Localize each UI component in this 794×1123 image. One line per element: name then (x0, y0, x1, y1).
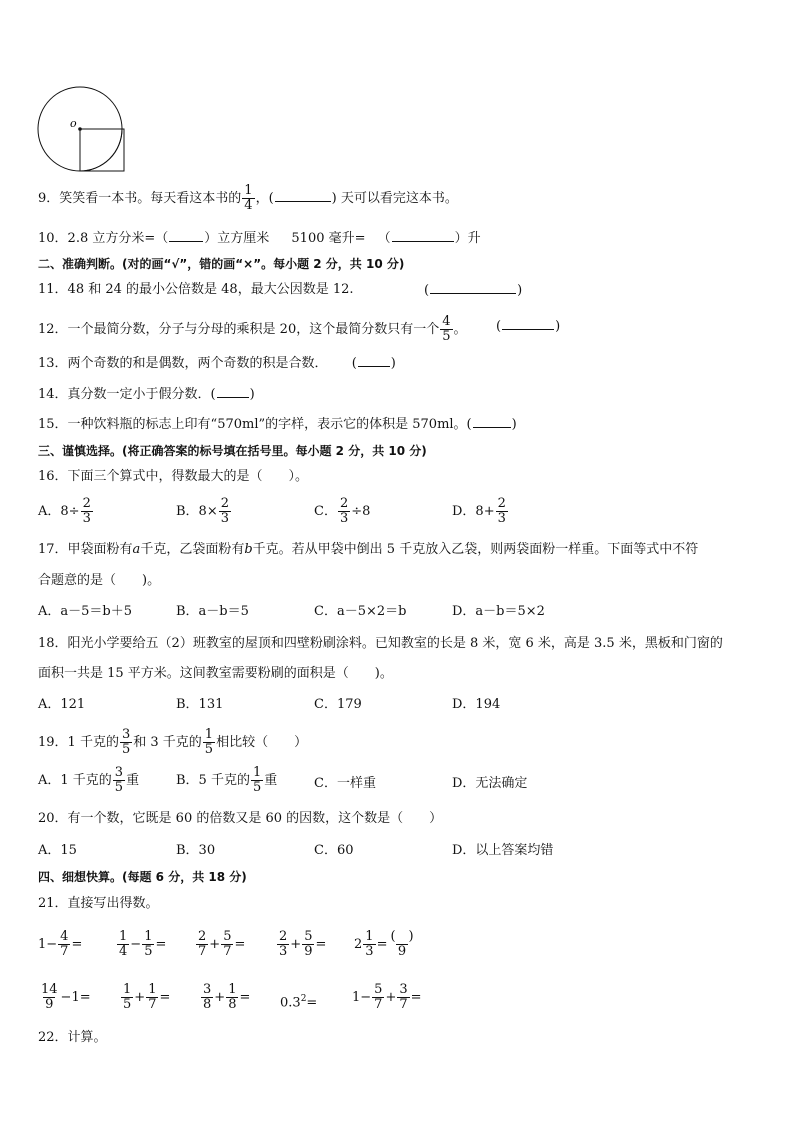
q16-option-a[interactable]: A．8÷ $\frac{2}{3}$ (38, 496, 91, 526)
section-2-header: 二、准确判断。(对的画“√”，错的画“×”。每小题 2 分，共 10 分) (38, 257, 405, 271)
circle-figure (36, 86, 130, 176)
q11-answer[interactable]: ( ) (424, 283, 523, 298)
question-18-cont: 面积一共是 15 平方米。这间教室需要粉刷的面积是（ )。 (38, 666, 393, 681)
calc-5: 2 $\frac{1}{3}$ = $\frac{( )}{9}$ (354, 929, 414, 959)
calc-4: $\frac{2}{3}$ + $\frac{5}{9}$ = (279, 929, 327, 959)
question-13: 13．两个奇数的和是偶数，两个奇数的积是合数． ( ) (38, 356, 396, 371)
question-22: 22．计算。 (38, 1030, 107, 1045)
question-21: 21．直接写出得数。 (38, 896, 159, 911)
q18-option-b[interactable]: B．131 (176, 697, 224, 712)
calc-7: $\frac{1}{5}$ + $\frac{1}{7}$ = (123, 982, 171, 1012)
answer-blank[interactable] (217, 386, 249, 398)
q20-option-b[interactable]: B．30 (176, 843, 216, 858)
answer-blank[interactable] (473, 416, 511, 428)
q12-answer[interactable]: ( ) (496, 319, 561, 334)
q20-option-d[interactable]: D．以上答案均错 (452, 843, 554, 858)
q17-option-d[interactable]: D．a－b＝5×2 (452, 604, 545, 619)
answer-fraction[interactable]: $\frac{( )}{9}$ (390, 929, 414, 959)
answer-blank[interactable] (275, 190, 331, 202)
q18-option-d[interactable]: D．194 (452, 697, 501, 712)
q17-option-a[interactable]: A．a－5＝b＋5 (38, 604, 133, 619)
calc-8: $\frac{3}{8}$ + $\frac{1}{8}$ = (203, 982, 251, 1012)
q17-option-c[interactable]: C．a－5×2＝b (314, 604, 407, 619)
question-15: 15．一种饮料瓶的标志上印有“570ml”的字样，表示它的体积是 570ml。( ) (38, 417, 517, 432)
circle-center-label: o (70, 117, 77, 130)
fraction: $\frac{1}{4}$ (244, 183, 253, 213)
question-17-cont: 合题意的是（ )。 (38, 573, 161, 588)
question-19: 19．1 千克的 $\frac{3}{5}$ 和 3 千克的 $\frac{1}{5}$ 相比较（ ） (38, 727, 308, 757)
q16-option-d[interactable]: D．8+ $\frac{2}{3}$ (452, 496, 506, 526)
answer-blank[interactable] (169, 230, 203, 242)
q19-option-c[interactable]: C．一样重 (314, 776, 376, 791)
question-16: 16．下面三个算式中，得数最大的是（ ）。 (38, 469, 309, 484)
question-20: 20．有一个数，它既是 60 的倍数又是 60 的因数，这个数是（ ） (38, 811, 443, 826)
q16-option-b[interactable]: B．8× $\frac{2}{3}$ (176, 496, 229, 526)
q19-option-b[interactable]: B．5 千克的 $\frac{1}{5}$ 重 (176, 765, 278, 795)
calc-10: 1− $\frac{5}{7}$ + $\frac{3}{7}$ = (352, 982, 422, 1012)
calc-3: $\frac{2}{7}$ + $\frac{5}{7}$ = (198, 929, 246, 959)
calc-2: $\frac{1}{4}$ − $\frac{1}{5}$ = (119, 929, 167, 959)
q19-option-d[interactable]: D．无法确定 (452, 776, 528, 791)
section-4-header: 四、细想快算。(每题 6 分，共 18 分) (38, 870, 247, 884)
q20-option-a[interactable]: A．15 (38, 843, 77, 858)
fraction: $\frac{4}{5}$ (442, 314, 451, 344)
question-18: 18．阳光小学要给五（2）班教室的屋顶和四壁粉刷涂料。已知教室的长是 8 米，宽 6 米，高是 3.5 米，黑板和门窗的 (38, 636, 723, 651)
q16-option-c[interactable]: C． $\frac{2}{3}$ ÷8 (314, 496, 371, 526)
calc-9: $0.3^2=$ (280, 994, 318, 1011)
question-12: 12．一个最简分数，分子与分母的乘积是 20，这个最简分数只有一个 $\frac{4}{5}$ 。 (38, 314, 467, 344)
answer-blank[interactable] (392, 230, 454, 242)
q18-option-c[interactable]: C．179 (314, 697, 362, 712)
question-10: 10．2.8 立方分米=（ ）立方厘米 5100 毫升= （ ）升 (38, 231, 481, 246)
calc-1: 1− $\frac{4}{7}$ = (38, 929, 83, 959)
calc-6: $\frac{14}{9}$ −1= (41, 982, 91, 1012)
question-9: 9．笑笑看一本书。每天看这本书的 $\frac{1}{4}$ ，( ) 天可以看完这本书。 (38, 183, 458, 213)
question-17: 17．甲袋面粉有a千克，乙袋面粉有b千克。若从甲袋中倒出 5 千克放入乙袋，则两袋面粉一样重。下面等式中不符 (38, 542, 699, 557)
answer-blank[interactable] (358, 355, 390, 367)
q17-option-b[interactable]: B．a－b＝5 (176, 604, 249, 619)
question-11: 11．48 和 24 的最小公倍数是 48，最大公因数是 12. (38, 282, 354, 297)
q19-option-a[interactable]: A．1 千克的 $\frac{3}{5}$ 重 (38, 765, 140, 795)
question-14: 14．真分数一定小于假分数．( ) (38, 387, 255, 402)
q20-option-c[interactable]: C．60 (314, 843, 354, 858)
section-3-header: 三、谨慎选择。(将正确答案的标号填在括号里。每小题 2 分，共 10 分) (38, 444, 427, 458)
q18-option-a[interactable]: A．121 (38, 697, 86, 712)
